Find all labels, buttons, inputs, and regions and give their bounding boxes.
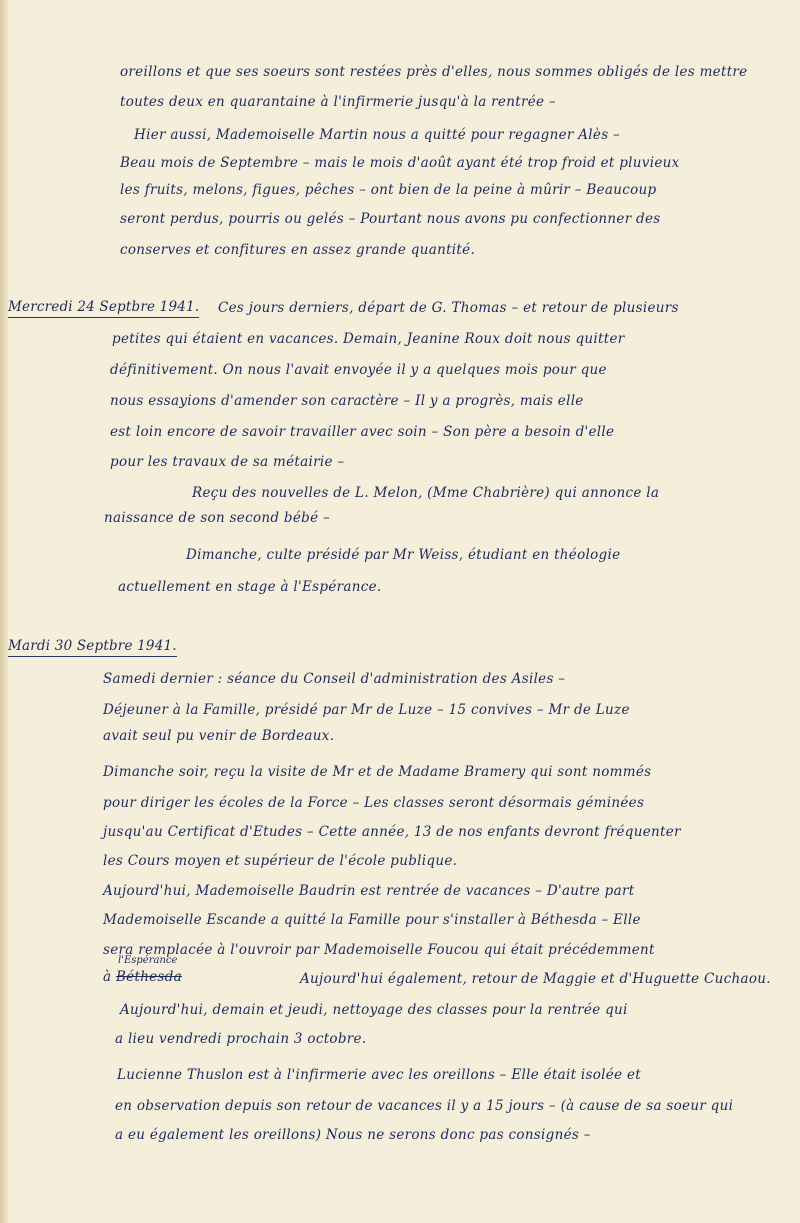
entry-line: est loin encore de savoir travailler avec soin – Son père a besoin d'elle — [110, 424, 615, 440]
entry-line: Reçu des nouvelles de L. Melon, (Mme Chabrière) qui annonce la — [192, 485, 660, 501]
entry-line: nous essayions d'amender son caractère – Il y a progrès, mais elle — [110, 393, 584, 409]
intro-line: Hier aussi, Mademoiselle Martin nous a quitté pour regagner Alès – — [134, 127, 621, 143]
intro-line: conserves et confitures en assez grande quantité. — [120, 242, 476, 258]
entry-line: actuellement en stage à l'Espérance. — [118, 579, 382, 595]
intro-line: toutes deux en quarantaine à l'infirmerie jusqu'à la rentrée – — [120, 94, 556, 110]
intro-line: seront perdus, pourris ou gelés – Pourtant nous avons pu confectionner des — [120, 211, 661, 227]
entry-line: naissance de son second bébé – — [104, 510, 331, 526]
correction-prefix: à — [103, 969, 112, 985]
entry-line: pour diriger les écoles de la Force – Les classes seront désormais géminées — [103, 795, 645, 811]
entry-line: Dimanche, culte présidé par Mr Weiss, étudiant en théologie — [186, 547, 621, 563]
entry-line: Lucienne Thuslon est à l'infirmerie avec les oreillons – Elle était isolée et — [117, 1067, 641, 1083]
entry-line: sera remplacée à l'ouvroir par Mademoiselle Foucou qui était précédemment — [103, 942, 655, 958]
inserted-word: l'Espérance — [118, 955, 178, 966]
entry-line: Mademoiselle Escande a quitté la Famille pour s'installer à Béthesda – Elle — [103, 912, 641, 928]
entry-line: jusqu'au Certificat d'Etudes – Cette année, 13 de nos enfants devront fréquenter — [103, 824, 681, 840]
entry-line: a lieu vendredi prochain 3 octobre. — [115, 1031, 367, 1047]
intro-line: les fruits, melons, figues, pêches – ont bien de la peine à mûrir – Beaucoup — [120, 182, 657, 198]
entry-date: Mercredi 24 Septbre 1941. — [8, 299, 200, 315]
intro-line: Beau mois de Septembre – mais le mois d'août ayant été trop froid et pluvieux — [120, 155, 680, 171]
entry-date: Mardi 30 Septbre 1941. — [8, 638, 177, 654]
entry-line: a eu également les oreillons) Nous ne serons donc pas consignés – — [115, 1127, 591, 1143]
entry-line: Aujourd'hui, demain et jeudi, nettoyage des classes pour la rentrée qui — [120, 1002, 628, 1018]
entry-line: Aujourd'hui, Mademoiselle Baudrin est rentrée de vacances – D'autre part — [103, 883, 635, 899]
entry-line: Dimanche soir, reçu la visite de Mr et de Madame Bramery qui sont nommés — [103, 764, 652, 780]
entry-line: les Cours moyen et supérieur de l'école publique. — [103, 853, 458, 869]
entry-line: Ces jours derniers, départ de G. Thomas – et retour de plusieurs — [218, 300, 679, 316]
struck-word: Béthesda — [115, 969, 182, 985]
entry-line: Déjeuner à la Famille, présidé par Mr de Luze – 15 convives – Mr de Luze — [103, 702, 630, 718]
page-edge — [0, 0, 8, 1223]
entry-line: en observation depuis son retour de vacances il y a 15 jours – (à cause de sa soeur qui — [115, 1098, 734, 1114]
entry-line: définitivement. On nous l'avait envoyée il y a quelques mois pour que — [110, 362, 607, 378]
entry-line: avait seul pu venir de Bordeaux. — [103, 728, 335, 744]
entry-line: Samedi dernier : séance du Conseil d'administration des Asiles – — [103, 671, 566, 687]
entry-line: petites qui étaient en vacances. Demain, Jeanine Roux doit nous quitter — [112, 331, 625, 347]
entry-line: pour les travaux de sa métairie – — [110, 454, 345, 470]
entry-line: Aujourd'hui également, retour de Maggie et d'Huguette Cuchaou. — [300, 971, 771, 987]
correction-line — [103, 967, 182, 987]
intro-line: oreillons et que ses soeurs sont restées près d'elles, nous sommes obligés de les mettre — [120, 64, 748, 80]
